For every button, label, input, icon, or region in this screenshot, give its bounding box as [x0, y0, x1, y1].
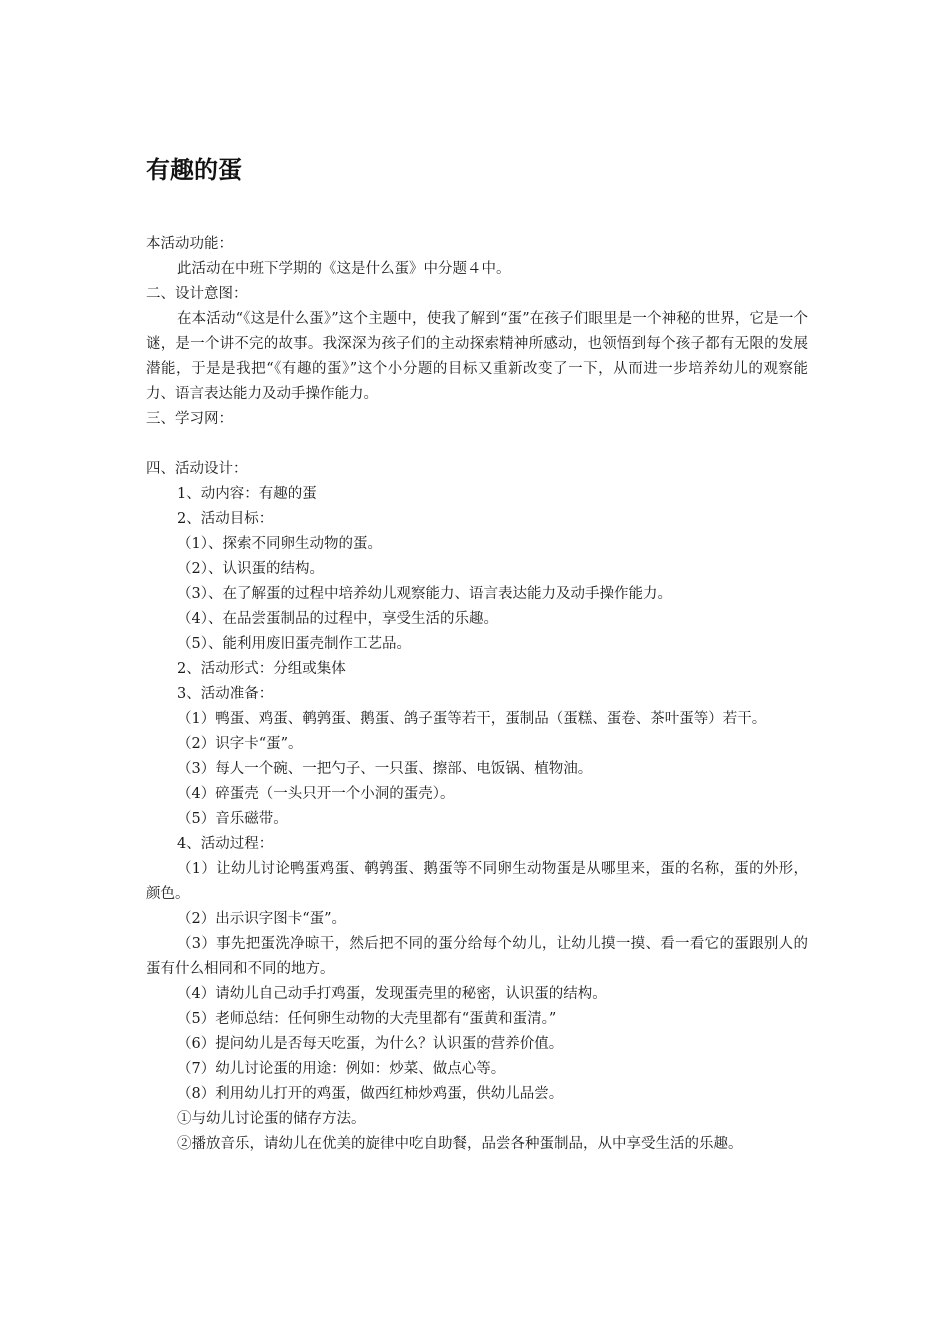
- list-item: （1）、探索不同卵生动物的蛋。: [177, 536, 382, 552]
- list-item: 4、活动过程：: [177, 836, 274, 852]
- blank-line: [146, 432, 808, 457]
- list-item: （4）请幼儿自己动手打鸡蛋，发现蛋壳里的秘密，认识蛋的结构。: [177, 986, 607, 1002]
- list-item: （3）、在了解蛋的过程中培养幼儿观察能力、语言表达能力及动手操作能力。: [177, 586, 672, 602]
- list-item: 2、活动形式：分组或集体: [177, 661, 346, 677]
- list-item: （7）幼儿讨论蛋的用途：例如：炒菜、做点心等。: [177, 1061, 506, 1077]
- list-item: （4）碎蛋壳（一头只开一个小洞的蛋壳）。: [177, 786, 455, 802]
- list-item: （4）、在品尝蛋制品的过程中，享受生活的乐趣。: [177, 611, 498, 627]
- list-item: （1）让幼儿讨论鸭蛋鸡蛋、鹌鹑蛋、鹅蛋等不同卵生动物蛋是从哪里来，蛋的名称，蛋的外形，颜色。: [146, 861, 808, 902]
- body-paragraph: 此活动在中班下学期的《这是什么蛋》中分题４中。: [177, 261, 511, 277]
- list-item: ②播放音乐，请幼儿在优美的旋律中吃自助餐，品尝各种蛋制品，从中享受生活的乐趣。: [177, 1136, 743, 1152]
- list-item: （2）出示识字图卡“蛋”。: [177, 911, 347, 927]
- list-item: 1、动内容：有趣的蛋: [177, 486, 317, 502]
- body-paragraph: 在本活动“《这是什么蛋》”这个主题中，使我了解到“蛋”在孩子们眼里是一个神秘的世界，它是一个谜，是一个讲不完的故事。我深深为孩子们的主动探索精神所感动，也领悟到每个孩子都有无限的发展潜能，于是是我把“《有趣的蛋》”这个小分题的目标又重新改变了一下，从而进一步培养幼儿的观察能力、语言表达能力及动手操作能力。: [146, 311, 808, 402]
- list-item: （6）提问幼儿是否每天吃蛋，为什么？认识蛋的营养价值。: [177, 1036, 564, 1052]
- list-item: （1）鸭蛋、鸡蛋、鹌鹑蛋、鹅蛋、鸽子蛋等若干，蛋制品（蛋糕、蛋卷、茶叶蛋等）若干。: [177, 711, 767, 727]
- list-item: （8）利用幼儿打开的鸡蛋，做西红柿炒鸡蛋，供幼儿品尝。: [177, 1086, 564, 1102]
- list-item: （2）识字卡“蛋”。: [177, 736, 303, 752]
- section-heading: 四、活动设计：: [146, 461, 248, 477]
- list-item: 3、活动准备：: [177, 686, 274, 702]
- section-heading: 本活动功能：: [146, 236, 233, 252]
- list-item: （5）、能利用废旧蛋壳制作工艺品。: [177, 636, 411, 652]
- document-body: [146, 232, 808, 1157]
- list-item: 2、活动目标：: [177, 511, 274, 527]
- list-item: （3）每人一个碗、一把勺子、一只蛋、擦部、电饭锅、植物油。: [177, 761, 593, 777]
- list-item: （3）事先把蛋洗净晾干，然后把不同的蛋分给每个幼儿，让幼儿摸一摸、看一看它的蛋跟别人的蛋有什么相同和不同的地方。: [146, 936, 808, 977]
- list-item: （5）音乐磁带。: [177, 811, 288, 827]
- section-heading: 二、设计意图：: [146, 286, 248, 302]
- list-item: （2）、认识蛋的结构。: [177, 561, 324, 577]
- list-item: （5）老师总结：任何卵生动物的大壳里都有“蛋黄和蛋清。”: [177, 1011, 557, 1027]
- section-heading: 三、学习网：: [146, 411, 233, 427]
- document-title: 有趣的蛋: [146, 156, 242, 184]
- list-item: ①与幼儿讨论蛋的储存方法。: [177, 1111, 366, 1127]
